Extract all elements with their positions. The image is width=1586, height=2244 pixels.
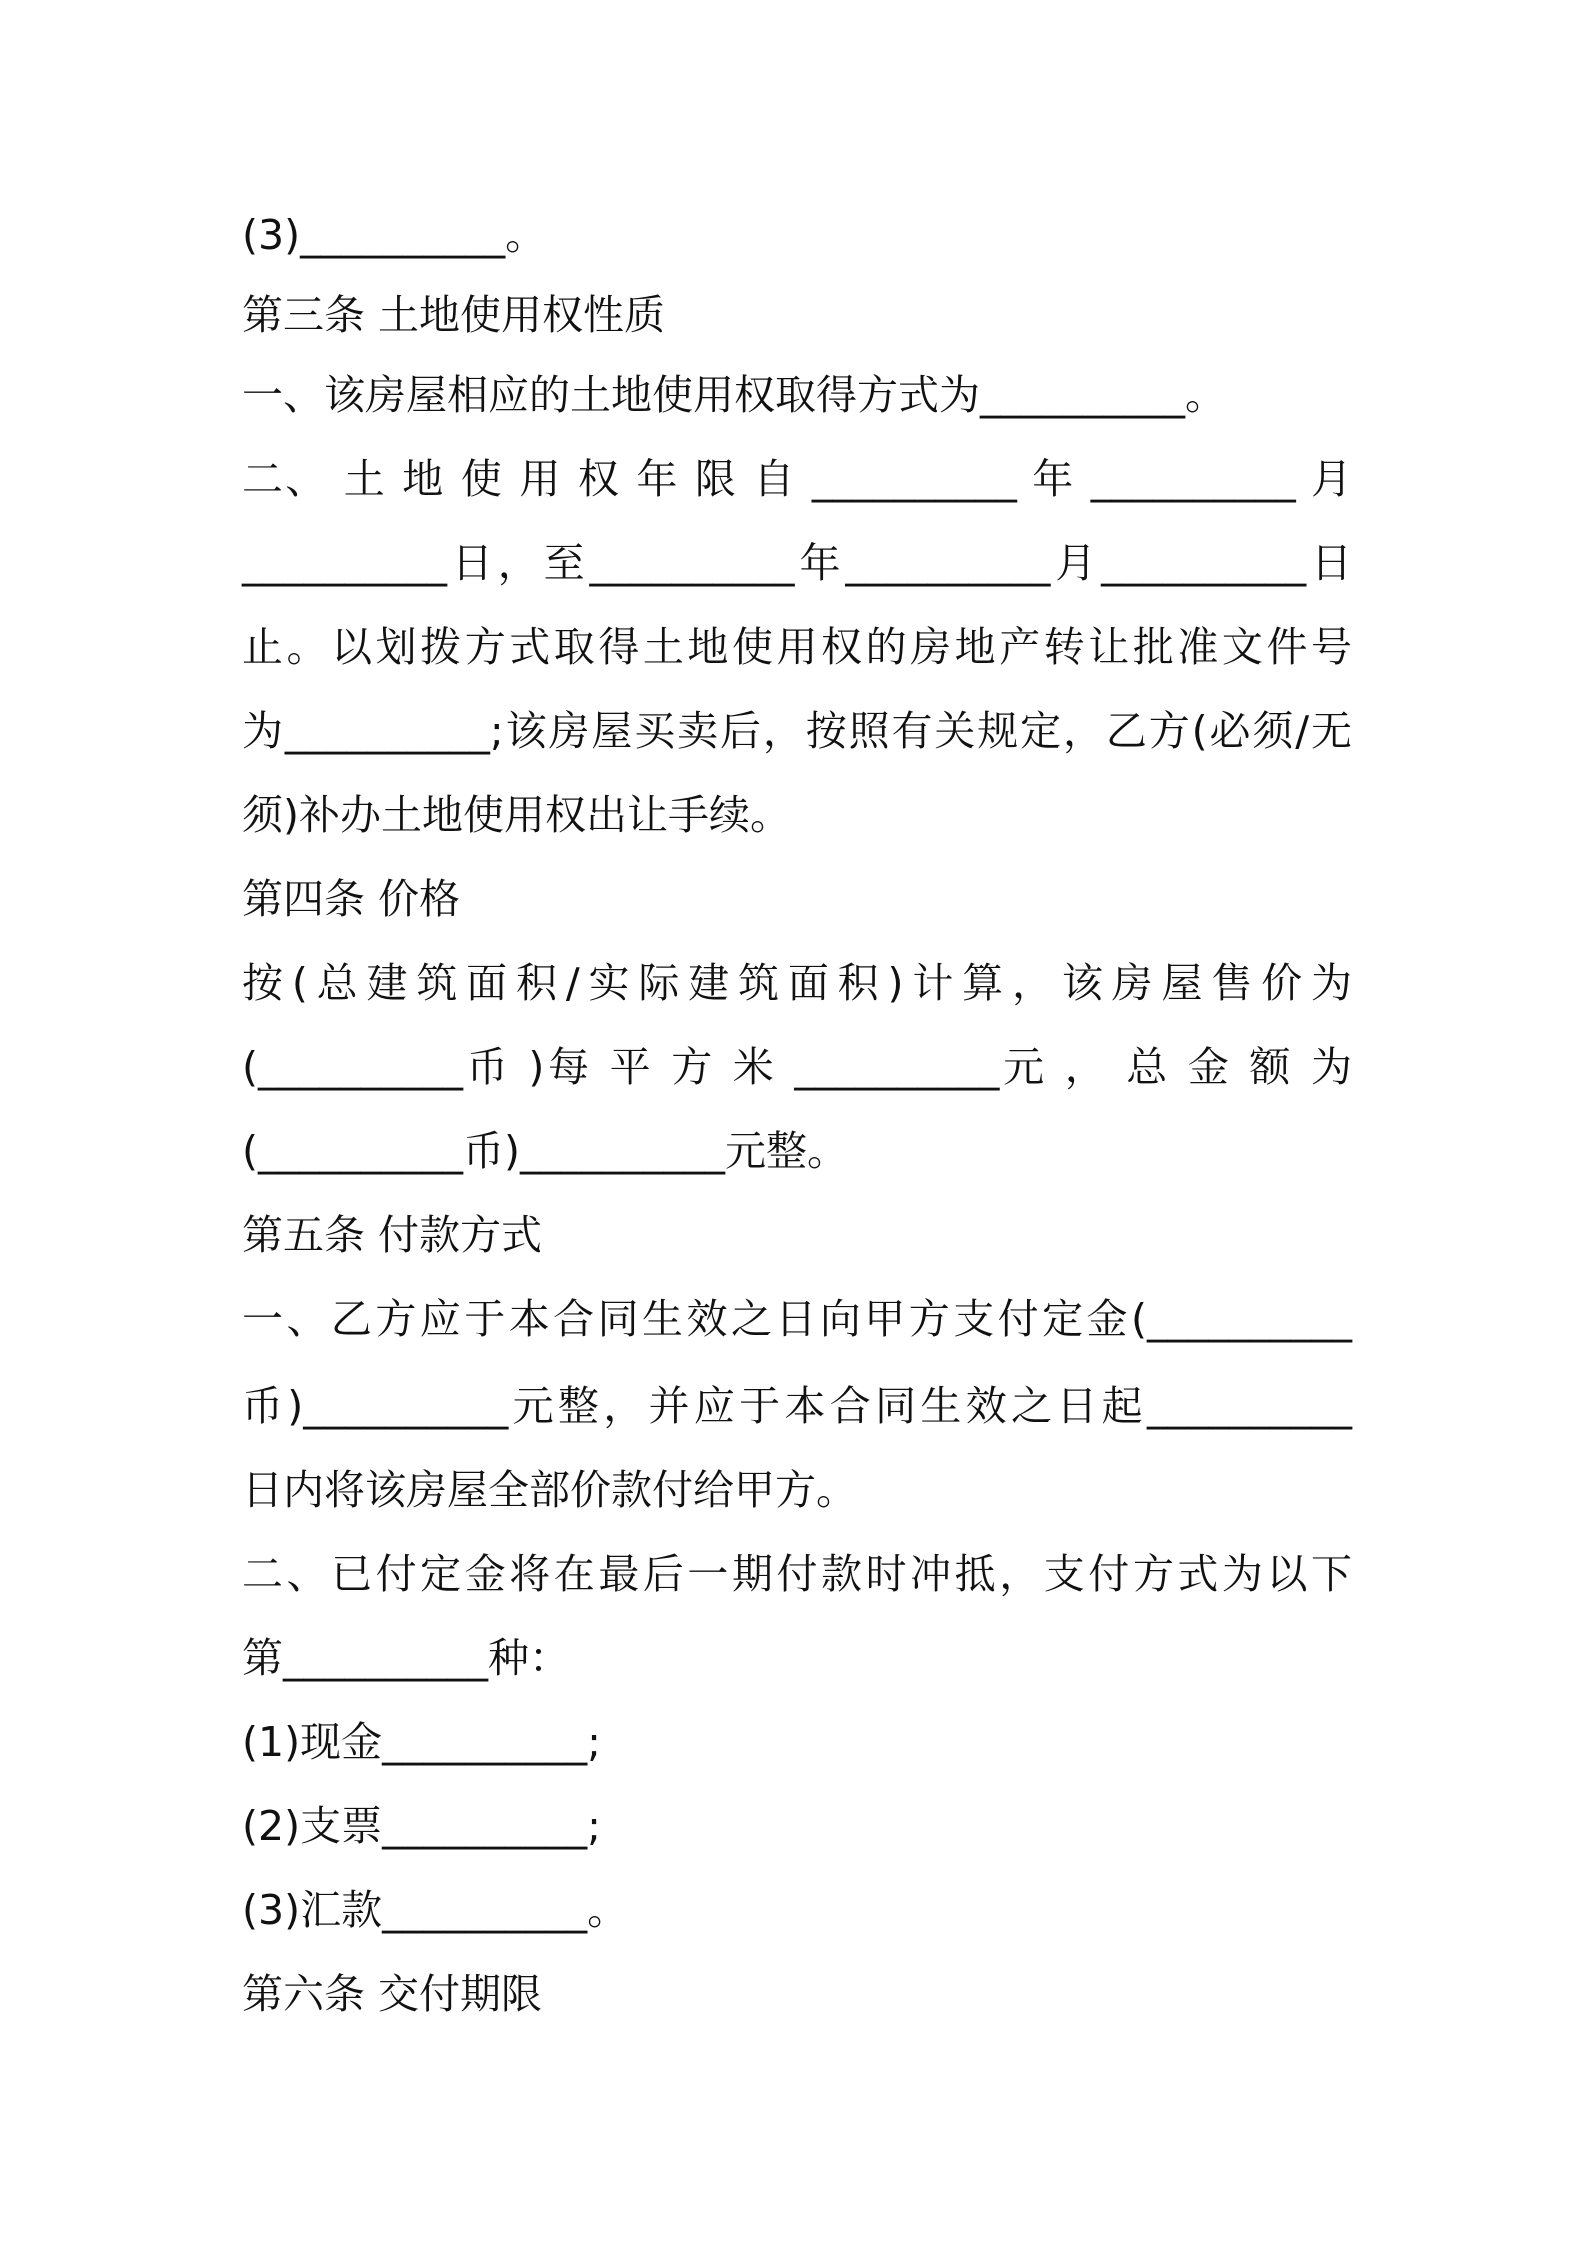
deposit-line-2: 币)__________元整，并应于本合同生效之日起__________ bbox=[242, 1382, 1352, 1430]
article-6-heading: 第六条 交付期限 bbox=[242, 1970, 543, 2018]
payment-method-line-1: 二、已付定金将在最后一期付款时冲抵，支付方式为以下 bbox=[242, 1550, 1352, 1598]
allocation-approval-line-1: 止。以划拨方式取得土地使用权的房地产转让批准文件号 bbox=[242, 623, 1352, 671]
deposit-line-3: 日内将该房屋全部价款付给甲方。 bbox=[242, 1466, 857, 1514]
land-use-term-line-1: 二、 土 地 使 用 权 年 限 自 __________ 年 __________ 月 bbox=[242, 455, 1352, 503]
price-line-3: (__________币)__________元整。 bbox=[242, 1127, 848, 1175]
payment-cash-line: (1)现金__________; bbox=[242, 1718, 601, 1766]
land-use-term-line-2: __________日，至__________年__________月__________日 bbox=[242, 539, 1352, 587]
payment-remittance-line: (3)汇款__________。 bbox=[242, 1886, 629, 1934]
price-line-1: 按(总建筑面积/实际建筑面积)计算，该房屋售价为 bbox=[242, 959, 1352, 1007]
price-line-2: (__________币 )每 平 方 米 __________元 ， 总 金 额 为 bbox=[242, 1043, 1352, 1091]
allocation-approval-line-2: 为__________;该房屋买卖后，按照有关规定，乙方(必须/无 bbox=[242, 707, 1352, 755]
deposit-line-1: 一、乙方应于本合同生效之日向甲方支付定金(__________ bbox=[242, 1295, 1352, 1343]
item-3-line: (3)__________。 bbox=[242, 211, 547, 259]
land-use-acquisition-line: 一、该房屋相应的土地使用权取得方式为__________。 bbox=[242, 371, 1226, 419]
article-4-heading: 第四条 价格 bbox=[242, 875, 461, 923]
article-5-heading: 第五条 付款方式 bbox=[242, 1211, 543, 1259]
payment-cheque-line: (2)支票__________; bbox=[242, 1802, 601, 1850]
article-3-heading: 第三条 土地使用权性质 bbox=[242, 291, 666, 339]
payment-method-line-2: 第__________种： bbox=[242, 1634, 570, 1682]
allocation-approval-line-3: 须)补办土地使用权出让手续。 bbox=[242, 791, 791, 839]
